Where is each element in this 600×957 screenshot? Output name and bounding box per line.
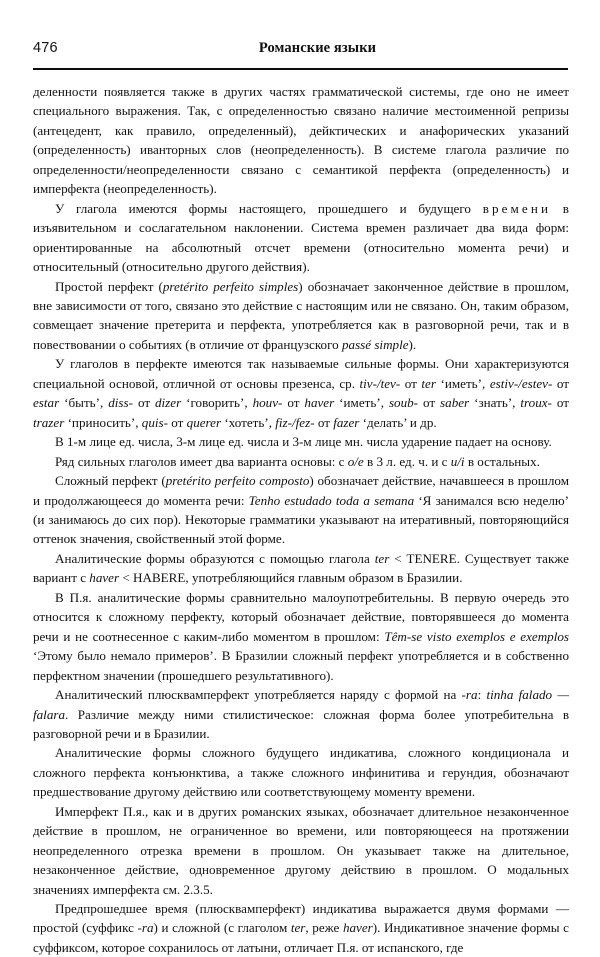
italic-term: pretérito perfeito simples <box>162 278 299 294</box>
text-run: в изъявительном и сослагательном наклонении. Система времен различает два вида форм: ориентированные на абсолютный отсчет времени (относительно момента речи) и относительный (относительно другого действия). <box>33 200 569 275</box>
text-run: < TENERE. Существует также вариант с <box>33 550 569 586</box>
text-run: Простой перфект ( <box>55 278 163 294</box>
text-run: от <box>552 375 569 391</box>
header-rule <box>33 68 568 70</box>
text-run: в 3 л. ед. ч. и с <box>363 453 451 469</box>
text-run: , реже <box>305 920 343 936</box>
italic-term: Tenho estudado toda a semana <box>248 492 415 508</box>
text-run: < HABERE, употребляющийся главным образом в Бразилии. <box>119 570 463 586</box>
text-run: ). <box>408 336 417 352</box>
italic-term: estiv-/estev- <box>489 375 553 391</box>
paragraph <box>33 452 569 471</box>
italic-term: pretérito perfeito composto <box>165 473 310 489</box>
text-run: Предпрошедшее время (плюсквамперфект) индикатива выражается двумя формами — простой (суффикс <box>33 901 569 936</box>
italic-term: quis- <box>141 414 168 430</box>
text-run: от <box>167 414 187 430</box>
text-run: от <box>314 414 334 430</box>
paragraph <box>33 82 569 199</box>
text-run: ‘Я занимался всю неделю’ (и занимаюсь до сих пор). Некоторые грамматики указывают на итеративный, повторяющийся оттенок значения, свойственный этой форме. <box>33 492 570 547</box>
text-run: ‘иметь’, <box>435 375 490 391</box>
text-run: Аналитические формы образуются с помощью глагола <box>55 550 375 566</box>
text-run: ). Индикативное значение формы с суффиксом, которое сохранилось от латыни, отличает П.я. от испанского, где <box>33 920 569 955</box>
text-run: ‘делать’ и др. <box>359 414 437 430</box>
italic-term: ter <box>421 375 436 391</box>
paragraph <box>33 802 569 899</box>
running-head <box>33 40 568 64</box>
italic-term: haver <box>342 920 373 936</box>
italic-term: fiz-/fez- <box>275 414 315 430</box>
paragraph <box>33 432 569 451</box>
italic-term: Têm-se visto exemplos e exemplos <box>384 628 569 644</box>
italic-term: haver <box>89 570 120 586</box>
text-run: ) и сложной (с глаголом <box>153 920 291 936</box>
text-run: Сложный перфект ( <box>55 473 166 489</box>
italic-term: -ra <box>461 687 478 703</box>
italic-term: troux- <box>520 395 552 411</box>
italic-term: dizer <box>155 395 182 411</box>
text-run: ) обозначает действие, начавшееся в прошлом и продолжающееся до момента речи: <box>33 473 569 508</box>
italic-term: querer <box>186 414 222 430</box>
text-run: деленности появляется также в других частях грамматической системы, где оно не имеет специального выражения. Так, с определенностью связано наличие местоименной репризы (антецедент, как правило, определенный), дейктических и анафорических указаний (определенность) иванторных слов (неопределенность). В системе глагола различие по определенности/неопределенности связано с семантикой перфекта (определенность) и имперфекта (неопределенность). <box>33 84 569 197</box>
paragraph <box>33 899 569 957</box>
paragraph <box>33 199 569 277</box>
text-run: от <box>418 395 441 411</box>
text-run: У глагола имеются формы настоящего, прошедшего и будущего <box>55 200 483 216</box>
italic-term: -ra <box>137 920 154 936</box>
text-run: от <box>133 395 155 411</box>
italic-term: ter <box>290 920 306 936</box>
page-number: 476 <box>33 40 58 56</box>
text-run: У глаголов в перфекте имеются так называемые сильные формы. Они характеризуются специальной основой, отличной от основы презенса, ср. <box>33 356 569 391</box>
text-run: Ряд сильных глаголов имеет два варианта основы: с <box>55 453 348 469</box>
paragraph <box>33 685 569 743</box>
italic-term: passé simple <box>341 336 409 352</box>
italic-term: u/i <box>450 453 465 469</box>
italic-term: trazer <box>33 414 65 430</box>
running-head-title: Романские языки <box>258 40 377 56</box>
text-run: Аналитические формы сложного будущего индикатива, сложного кондиционала и сложного перфекта конъюнктива, а также сложного инфинитива и герундия, обозначают предшествование другому действию или соответствующему моменту времени. <box>33 745 569 800</box>
italic-term: ter <box>374 550 390 566</box>
text-run: ‘иметь’, <box>334 395 389 411</box>
italic-term: haver <box>304 395 335 411</box>
text-run: ) обозначает законченное действие в прошлом, вне зависимости от того, связано это действие с настоящим или не связано. Он, таким образом, совмещает значение претерита и перфекта, употребляется как в разговорной речи, так и в повествовании о событиях (в отличие от французского <box>33 278 569 352</box>
italic-term: houv- <box>252 395 283 411</box>
paragraph <box>33 549 569 588</box>
italic-term: estar <box>33 395 60 411</box>
italic-term: soub- <box>388 395 419 411</box>
text-run: ‘быть’, <box>59 395 109 411</box>
letterspaced-emphasis: времени <box>482 200 552 216</box>
text-run: от <box>551 395 569 411</box>
text-run: Аналитический плюсквамперфект употребляется наряду с формой на <box>55 687 462 703</box>
paragraph <box>33 471 569 549</box>
text-run: в остальных. <box>464 453 540 469</box>
text-run: В 1-м лице ед. числа, 3-м лице ед. числа и 3-м лице мн. числа ударение падает на основу. <box>55 434 552 450</box>
italic-term: tiv-/tev- <box>359 375 401 391</box>
italic-term: o/e <box>347 453 364 469</box>
text-run: Имперфект П.я., как и в других романских языках, обозначает длительное незаконченное действие в прошлом, не ограниченное во времени, или повторяющееся на протяжении неопределенного отрезка времени в прошлом. Он указывает также на длительное, незаконченное действие, одновременное другому действию в прошлом. О модальных значениях имперфекта см. 2.3.5. <box>33 803 569 897</box>
italic-term: tinha falado — falara <box>33 687 569 722</box>
text-run: от <box>282 395 305 411</box>
italic-term: saber <box>440 395 470 411</box>
body-text <box>33 82 569 957</box>
italic-term: fazer <box>333 414 360 430</box>
text-run: ‘знать’, <box>469 395 521 411</box>
paragraph <box>33 354 569 432</box>
paragraph <box>33 743 569 801</box>
text-run: В П.я. аналитические формы сравнительно малоупотребительны. В первую очередь это относится к сложному перфекту, который обозначает действие, повторявшееся до момента речи и не соотнесенное с каким-либо моментом в прошлом: <box>33 589 569 644</box>
text-run: : <box>477 687 487 703</box>
text-run: ‘хотеть’, <box>221 414 276 430</box>
paragraph <box>33 277 569 355</box>
paragraph <box>33 588 569 685</box>
text-run: ‘говорить’, <box>181 395 253 411</box>
text-run: ‘приносить’, <box>64 414 142 430</box>
text-run: от <box>400 375 422 391</box>
text-run: . Различие между ними стилистическое: сложная форма более употребительна в разговорной речи и в Бразилии. <box>33 706 569 741</box>
italic-term: diss- <box>108 395 133 411</box>
text-run: ‘Этому было немало примеров’. В Бразилии сложный перфект употребляется и в собственно перфектном значении (прошедшего результативного). <box>33 648 569 683</box>
